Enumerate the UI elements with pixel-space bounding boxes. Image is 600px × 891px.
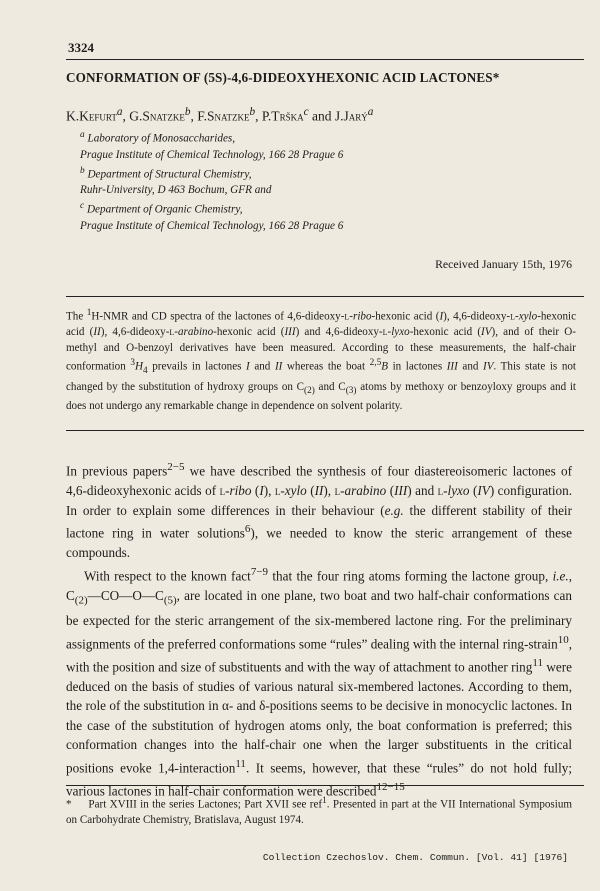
authors: K.Kefurt$^a$, G.Snatzke$^b$, F.Snatzke$^b$, P.Trška$^c$ and J.Jarý$^a$ <box>66 106 374 124</box>
journal-footer: Collection Czechoslov. Chem. Commun. [Vol. 41] [1976] <box>262 852 568 863</box>
body-paragraph: In previous papers$^{2-5}$ we have described the synthesis of four diastereoisomeric lactones of 4,6-dideoxyhexonic acids of l-ribo (I), l-xylo (II), l-arabino (III) and l-lyxo (IV) configuration. In order to explain some differences in their behaviour (e.g. the different stability of their lactone ring in water solutions$^6$), we needed to know the steric arrangement of these compounds. <box>66 461 572 561</box>
affiliation-line: $^c$ Department of Organic Chemistry, <box>80 201 243 217</box>
affiliation-line: Prague Institute of Chemical Technology, 166 28 Prague 6 <box>80 220 344 233</box>
footnote-rule <box>66 785 584 786</box>
footnote: * Part XVIII in the series Lactones; Part XVII see ref$^1$. Presented in part at the VII International Symposium on Carbohydrate Chemistry, Bratislava, August 1974. <box>66 796 572 827</box>
page-number: 3324 <box>68 40 94 55</box>
received-date: Received January 15th, 1976 <box>435 257 572 271</box>
body-paragraph: With respect to the known fact$^{7-9}$ that the four ring atoms forming the lactone group, i.e., $C_{(2)}—CO—O—C_{(5)}$, are located in one plane, two boat and two half-chair conformations can be expected for the steric arrangement of the six-membered lactone ring. For the preliminary assignments of the preferred conformations some “rules” dealing with the internal ring-strain$^{10}$, with the position and size of substituents and with the way of attachment to another ring$^{11}$ were deduced on the basis of studies of various natural six-membered lactones. According to them, the role of the substitution in α- and δ-positions seems to be decisive in monocyclic lactones. In the case of the substitution of hydrogen atoms only, the boat conformation is preferred; this conformation changes into the half-chair one when the larger substituents in the critical positions evoke 1,4-interaction$^{11}$. It seems, however, that these “rules” do not hold fully; various lactones in half-chair conformation were described$^{12-15}$ <box>66 565 572 799</box>
body-text <box>66 458 572 801</box>
abstract-bottom-rule <box>66 430 584 431</box>
affiliation-line: $^b$ Department of Structural Chemistry, <box>80 165 252 181</box>
affiliation-line: $^a$ Laboratory of Monosaccharides, <box>80 130 236 145</box>
affiliation-line: Prague Institute of Chemical Technology, 166 28 Prague 6 <box>80 148 344 161</box>
affiliations <box>80 127 343 234</box>
affiliation-line: Ruhr-University, D 463 Bochum, GFR and <box>80 184 272 197</box>
header-rule <box>66 59 584 60</box>
abstract: The $^1$H-NMR and CD spectra of the lactones of 4,6-dideoxy-l-ribo-hexonic acid (I), 4,6-dideoxy-l-xylo-hexonic acid (II), 4,6-dideoxy-l-arabino-hexonic acid (III) and 4,6-dideoxy-l-lyxo-hexonic acid (IV), and of their O-methyl and O-benzoyl derivatives have been measured. According to these measurements, the half-chair conformation $^3H_4$ prevails in lactones I and II whereas the boat $^{2,5}$B in lactones III and IV. This state is not changed by the substitution of hydroxy groups on $C_{(2)}$ and $C_{(3)}$ atoms by methoxy or benzoyloxy groups and it does not undergo any remarkable change in dependence on solvent polarity. <box>66 308 577 413</box>
abstract-top-rule <box>66 296 584 297</box>
article-title: CONFORMATION OF (5S)-4,6-DIDEOXYHEXONIC ACID LACTONES* <box>66 70 500 85</box>
